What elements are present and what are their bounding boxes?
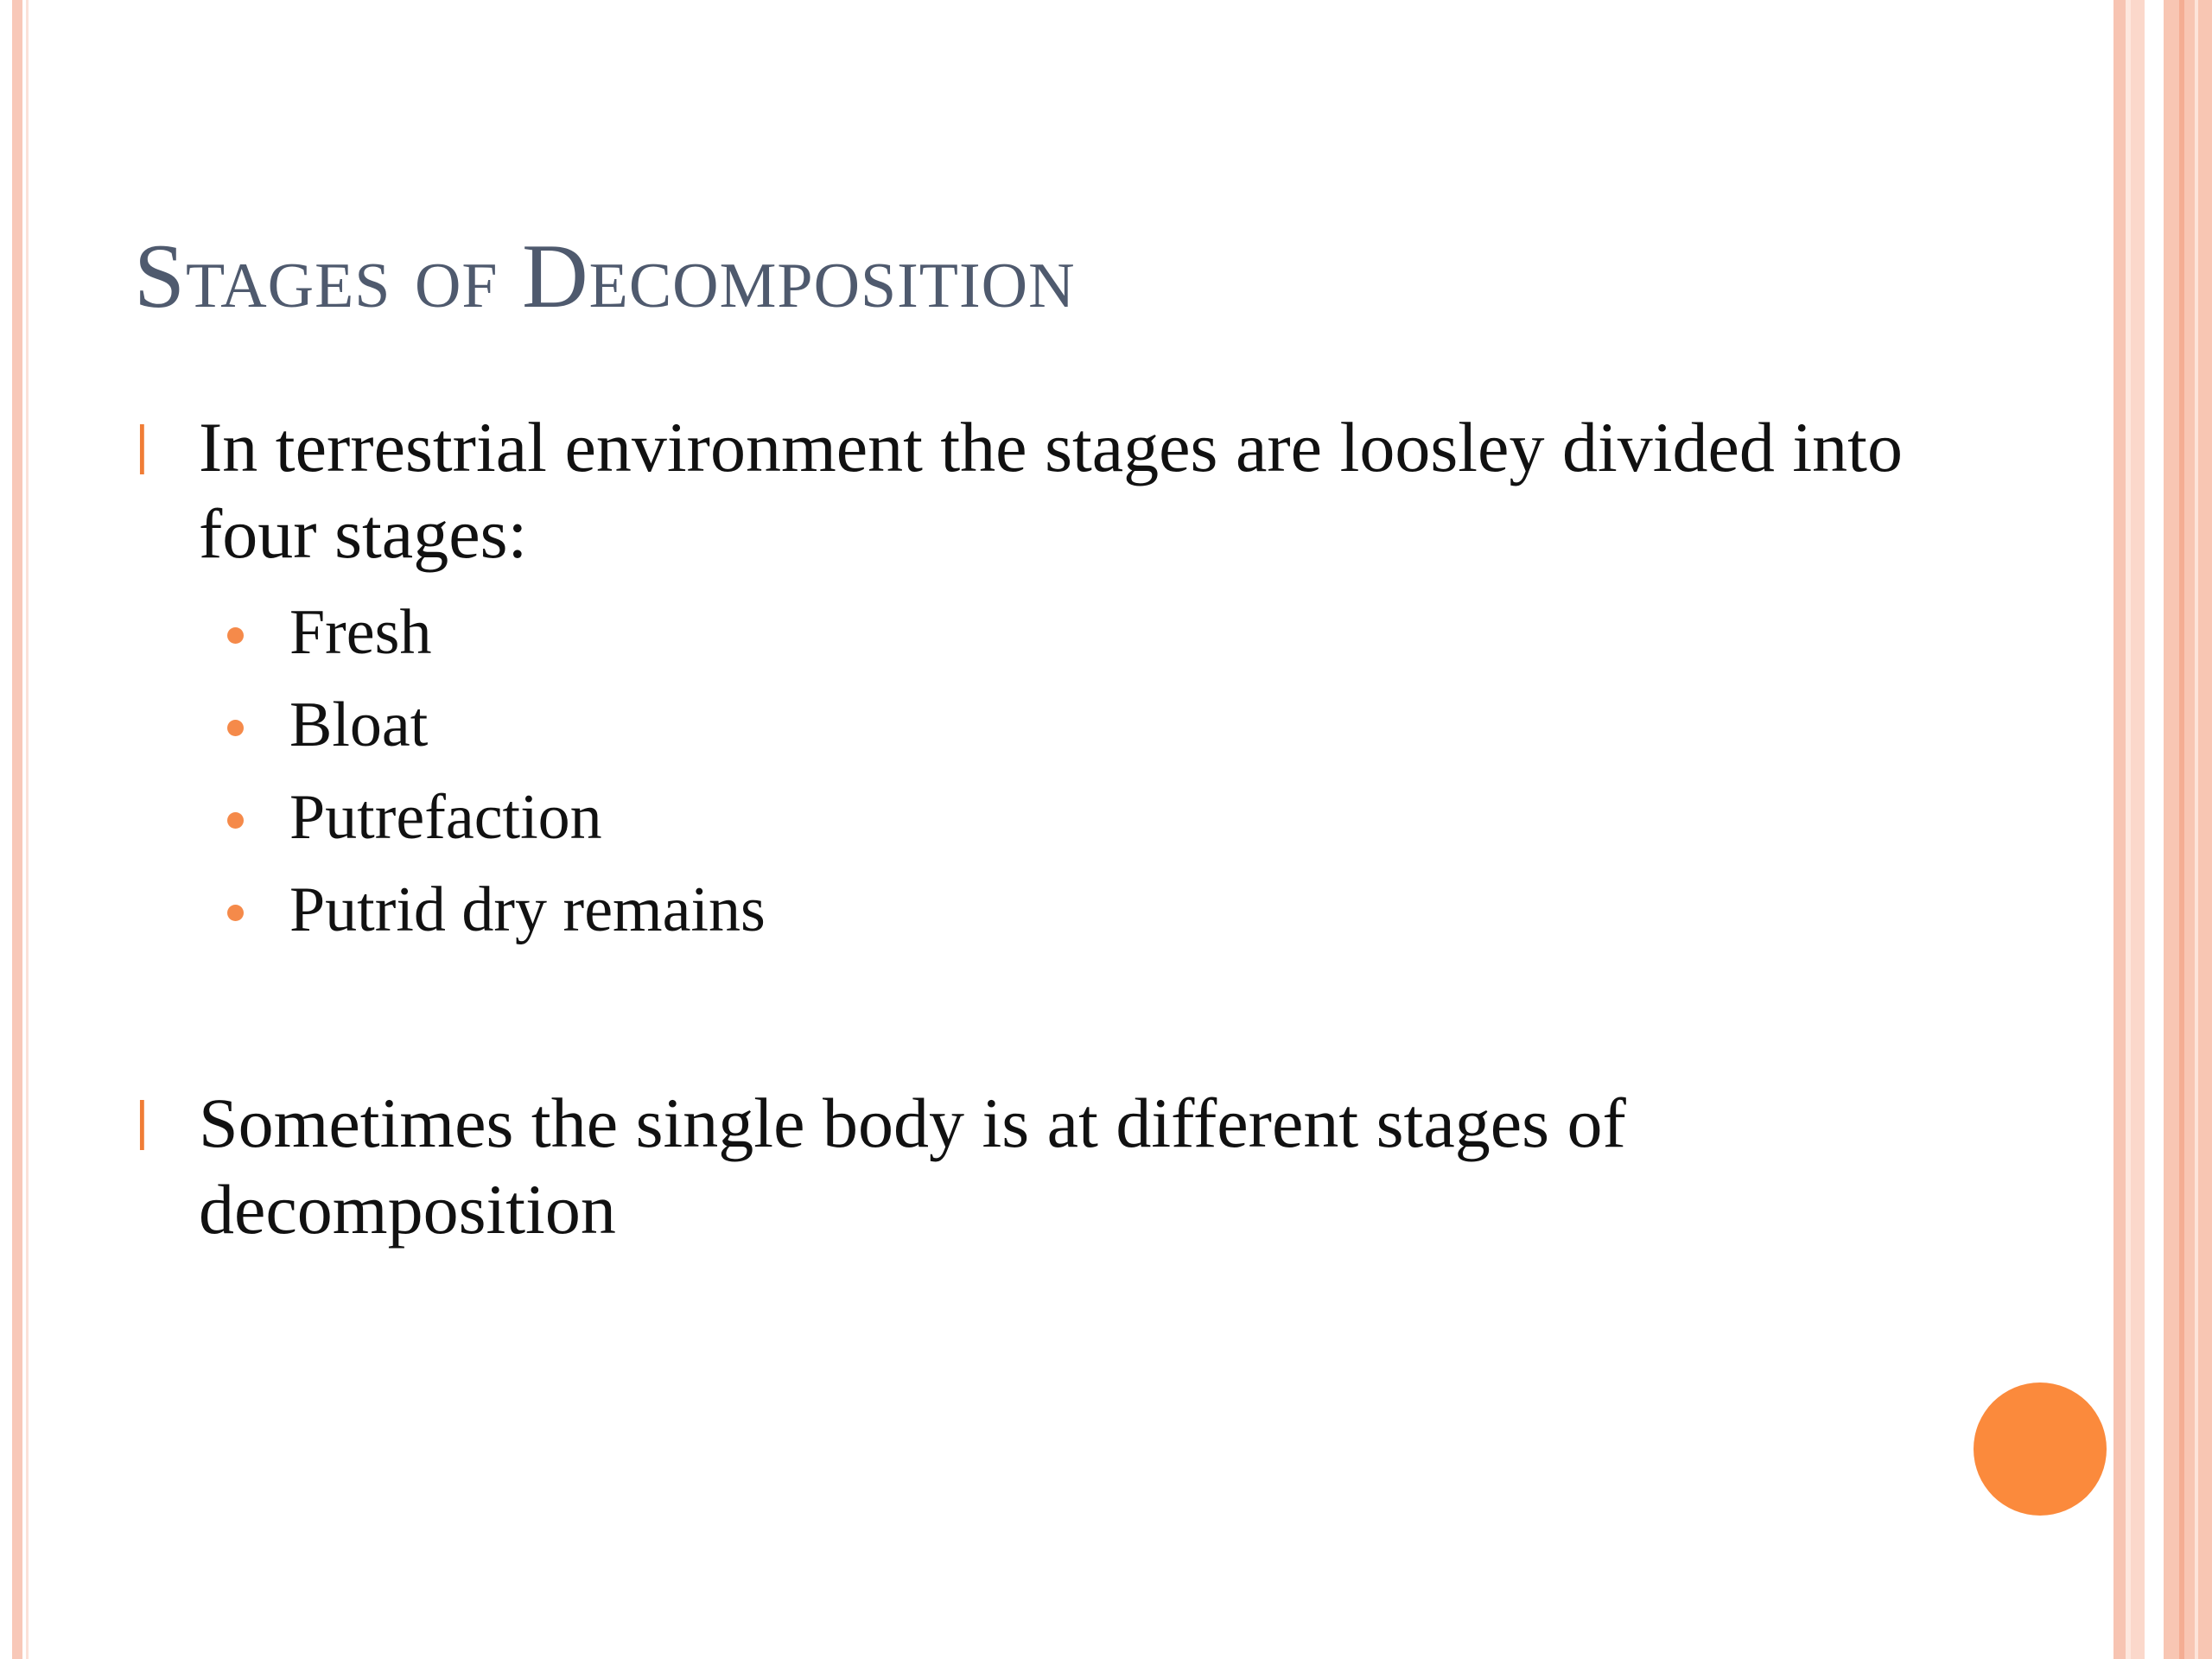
sub-bullet-item <box>220 589 766 682</box>
slide-title: Stages of Decomposition <box>134 226 1076 327</box>
right-border-stripe <box>2113 0 2126 1659</box>
bullet-dot-icon <box>227 720 244 736</box>
right-border-gap <box>2145 0 2164 1659</box>
sub-bullet-item <box>220 682 766 774</box>
right-border-stripe <box>2179 0 2184 1659</box>
bullet-marker-icon: ❘ <box>121 416 163 474</box>
orange-circle-decoration <box>1974 1382 2107 1516</box>
bullet-marker-icon: ❘ <box>121 1091 163 1150</box>
sub-bullet-item <box>220 774 766 867</box>
sub-bullet-text: Fresh <box>289 597 432 668</box>
left-border-stripe <box>12 0 22 1659</box>
right-border-band <box>2164 0 2212 1659</box>
sub-bullet-text: Putrefaction <box>289 782 602 853</box>
bullet-text: Sometimes the single body is at different stages of decomposition <box>199 1084 1626 1249</box>
right-border-stripe <box>2195 0 2198 1659</box>
bullet-text: In terrestrial environment the stages are loosley divided into four stages: <box>199 408 1903 573</box>
bullet-dot-icon <box>227 627 244 644</box>
sub-bullet-item <box>220 867 766 959</box>
left-border-thin-stripe <box>26 0 29 1659</box>
bullet-dot-icon <box>227 905 244 921</box>
sub-bullet-text: Putrid dry remains <box>289 874 766 945</box>
bullet-dot-icon <box>227 812 244 829</box>
right-border-stripe <box>2131 0 2145 1659</box>
sub-bullet-text: Bloat <box>289 690 429 760</box>
sub-bullet-list <box>220 589 766 959</box>
